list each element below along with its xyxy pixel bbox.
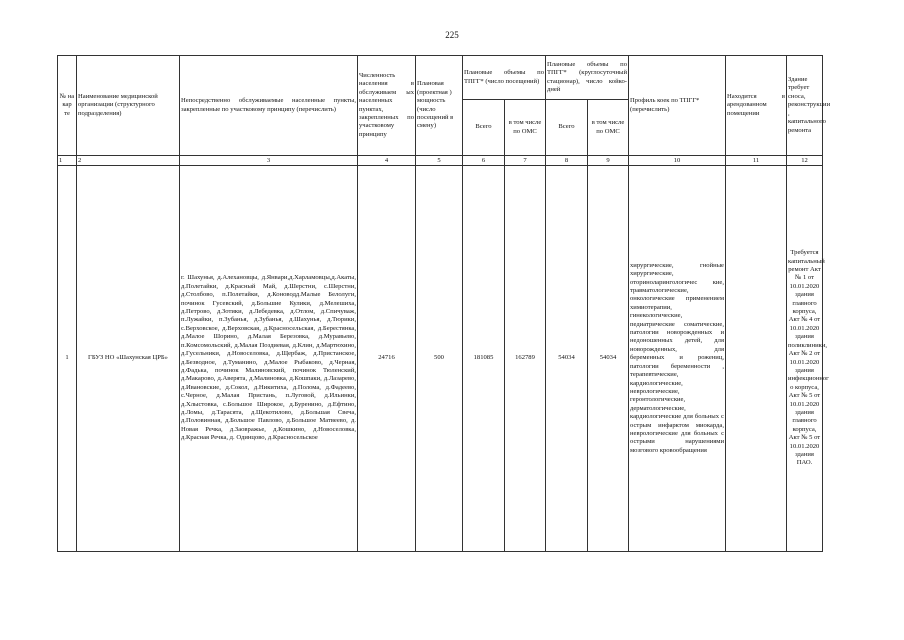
col-population-header: Численность населения в обслуживаем ых населенных пунктах, закрепленных по участковому принципу xyxy=(358,56,416,156)
table-row xyxy=(58,166,823,552)
col-bed-profile-header: Профиль коек по ТПГГ* (перечислить) xyxy=(629,56,726,156)
visits-total-header: Всего xyxy=(463,100,505,156)
col-organization-header: Наименование медицинской организации (структурного подразделения) xyxy=(77,56,180,156)
index-cell: 5 xyxy=(416,156,463,166)
page-number: 225 xyxy=(445,30,459,40)
col-rented-header: Находится в арендованном помещении xyxy=(726,56,787,156)
index-cell: 4 xyxy=(358,156,416,166)
beddays-oms-cell: 54034 xyxy=(588,166,629,552)
visits-oms-cell: 162789 xyxy=(505,166,546,552)
index-cell: 10 xyxy=(629,156,726,166)
beddays-total-cell: 54034 xyxy=(546,166,588,552)
population-cell: 24716 xyxy=(358,166,416,552)
col-visits-header: Плановые объемы по ТПГГ* (число посещений) xyxy=(463,56,546,100)
col-capacity-header: Плановая (проектная ) мощность (число посещений в смену) xyxy=(416,56,463,156)
index-cell: 3 xyxy=(180,156,358,166)
index-cell: 12 xyxy=(787,156,823,166)
col-building-header: Здание требует сноса, реконструкции , капитального ремонта xyxy=(787,56,823,156)
organization-cell: ГБУЗ НО «Шахунская ЦРБ» xyxy=(77,166,180,552)
rented-cell xyxy=(726,166,787,552)
index-cell: 8 xyxy=(546,156,588,166)
settlements-cell: г. Шахунья, д.Алехановцы, д.Январи,д.Харламовцы,д.Акаты, д.Полетайки, д.Красный Май, д.Шерстни, с.Шерстни, д.Столбово, п.Полетайки, д.Коноводд.Малые Белолуги, починок Гусевский, д.Большие Кулики, д.Мелешиха, д.Петрово, д.Зотики, д.Лебедевка, д.Отлом, д.Спичуваж, п.Лужайки, п.Зубанья, д.Зубанья, д.Шахунья, д.Тюрики, с.Верховское, д.Верховская, д.Красносельская, д.Берестянка, д.Малое Шорино, д.Малая Березовка, д.Муравьево, п.Комсомольский, д.Малая Поздиевая, д.Клин, д.Мартюхино, д.Гусельники, д.Новоселовка, д.Щербаж, д.Пристанское, д.Безводное, д.Туманино, д.Малое Рыбаково, д.Черная, д.Фадька, починок Малиновский, починок Тюленский, д.Макарово, д.Аверята, д.Малиновка, д.Кошпаки, д.Лазарево, д.Ивановские, д.Сокол, д.Никитиха, д.Полома, д.Фадеево, с.Черное, д.Малая Пристань, п.Луговой, д.Ильинки, д.Хлыстовка, с.Большое Широкое, д.Буренино, д.Ефтино, д.Ломы, д.Тарасята, д.Щекотилово, д.Большая Свеча, д.Половинная, д.Большое Павлово, д.Большое Матвеево, д. Новая Речка, д.Заовражье, д.Кошкино, д.Новоселовка, д.Красная Речка, д. Одинцово, д.Красносельское xyxy=(180,166,358,552)
header-row-top xyxy=(58,56,823,100)
capacity-cell: 500 xyxy=(416,166,463,552)
col-beddays-header: Плановые объемы по ТПГГ* (круглосуточный стационар), число койко-дней xyxy=(546,56,629,100)
index-cell: 9 xyxy=(588,156,629,166)
building-status-cell: Требуется капитальный ремонт Акт № 1 от 10.01.2020 здания главного корпуса, Акт № 4 от 10.01.2020 здания поликлиники, Акт № 2 от 10.01.2020 здания инфекционног о корпуса, Акт № 5 от 10.01.2020 здания главного корпуса, Акт № 5 от 10.01.2020 здания ПАО. xyxy=(787,166,823,552)
index-cell: 6 xyxy=(463,156,505,166)
index-cell: 1 xyxy=(58,156,77,166)
visits-oms-header: в том числе по ОМС xyxy=(505,100,546,156)
col-settlements-header: Непосредственно обслуживаемые населенные пункты, закрепленные по участковому принципу (перечислить) xyxy=(180,56,358,156)
map-number-cell: 1 xyxy=(58,166,77,552)
index-cell: 2 xyxy=(77,156,180,166)
beddays-oms-header: в том числе по ОМС xyxy=(588,100,629,156)
index-cell: 11 xyxy=(726,156,787,166)
bed-profile-cell: хирургические, гнойные хирургические, оториноларингологичес кие, травматологические, онкологические применением химиотерапии, гинекологические, педиатрические соматические, патологии новорожденных и недоношенных детей, для новорожденных, для беременных и рожениц, патологии беременности , терапевтические, кардиологические, неврологические, геронтологические, дерматологические, кардиологические для больных с острым инфарктом миокарда, неврологические для больных с острыми нарушениями мозгового кровообращения xyxy=(629,166,726,552)
beddays-total-header: Всего xyxy=(546,100,588,156)
col-map-number-header: № на кар те xyxy=(58,56,77,156)
column-index-row xyxy=(58,156,823,166)
medical-organizations-table xyxy=(57,55,831,552)
visits-total-cell: 181085 xyxy=(463,166,505,552)
index-cell: 7 xyxy=(505,156,546,166)
